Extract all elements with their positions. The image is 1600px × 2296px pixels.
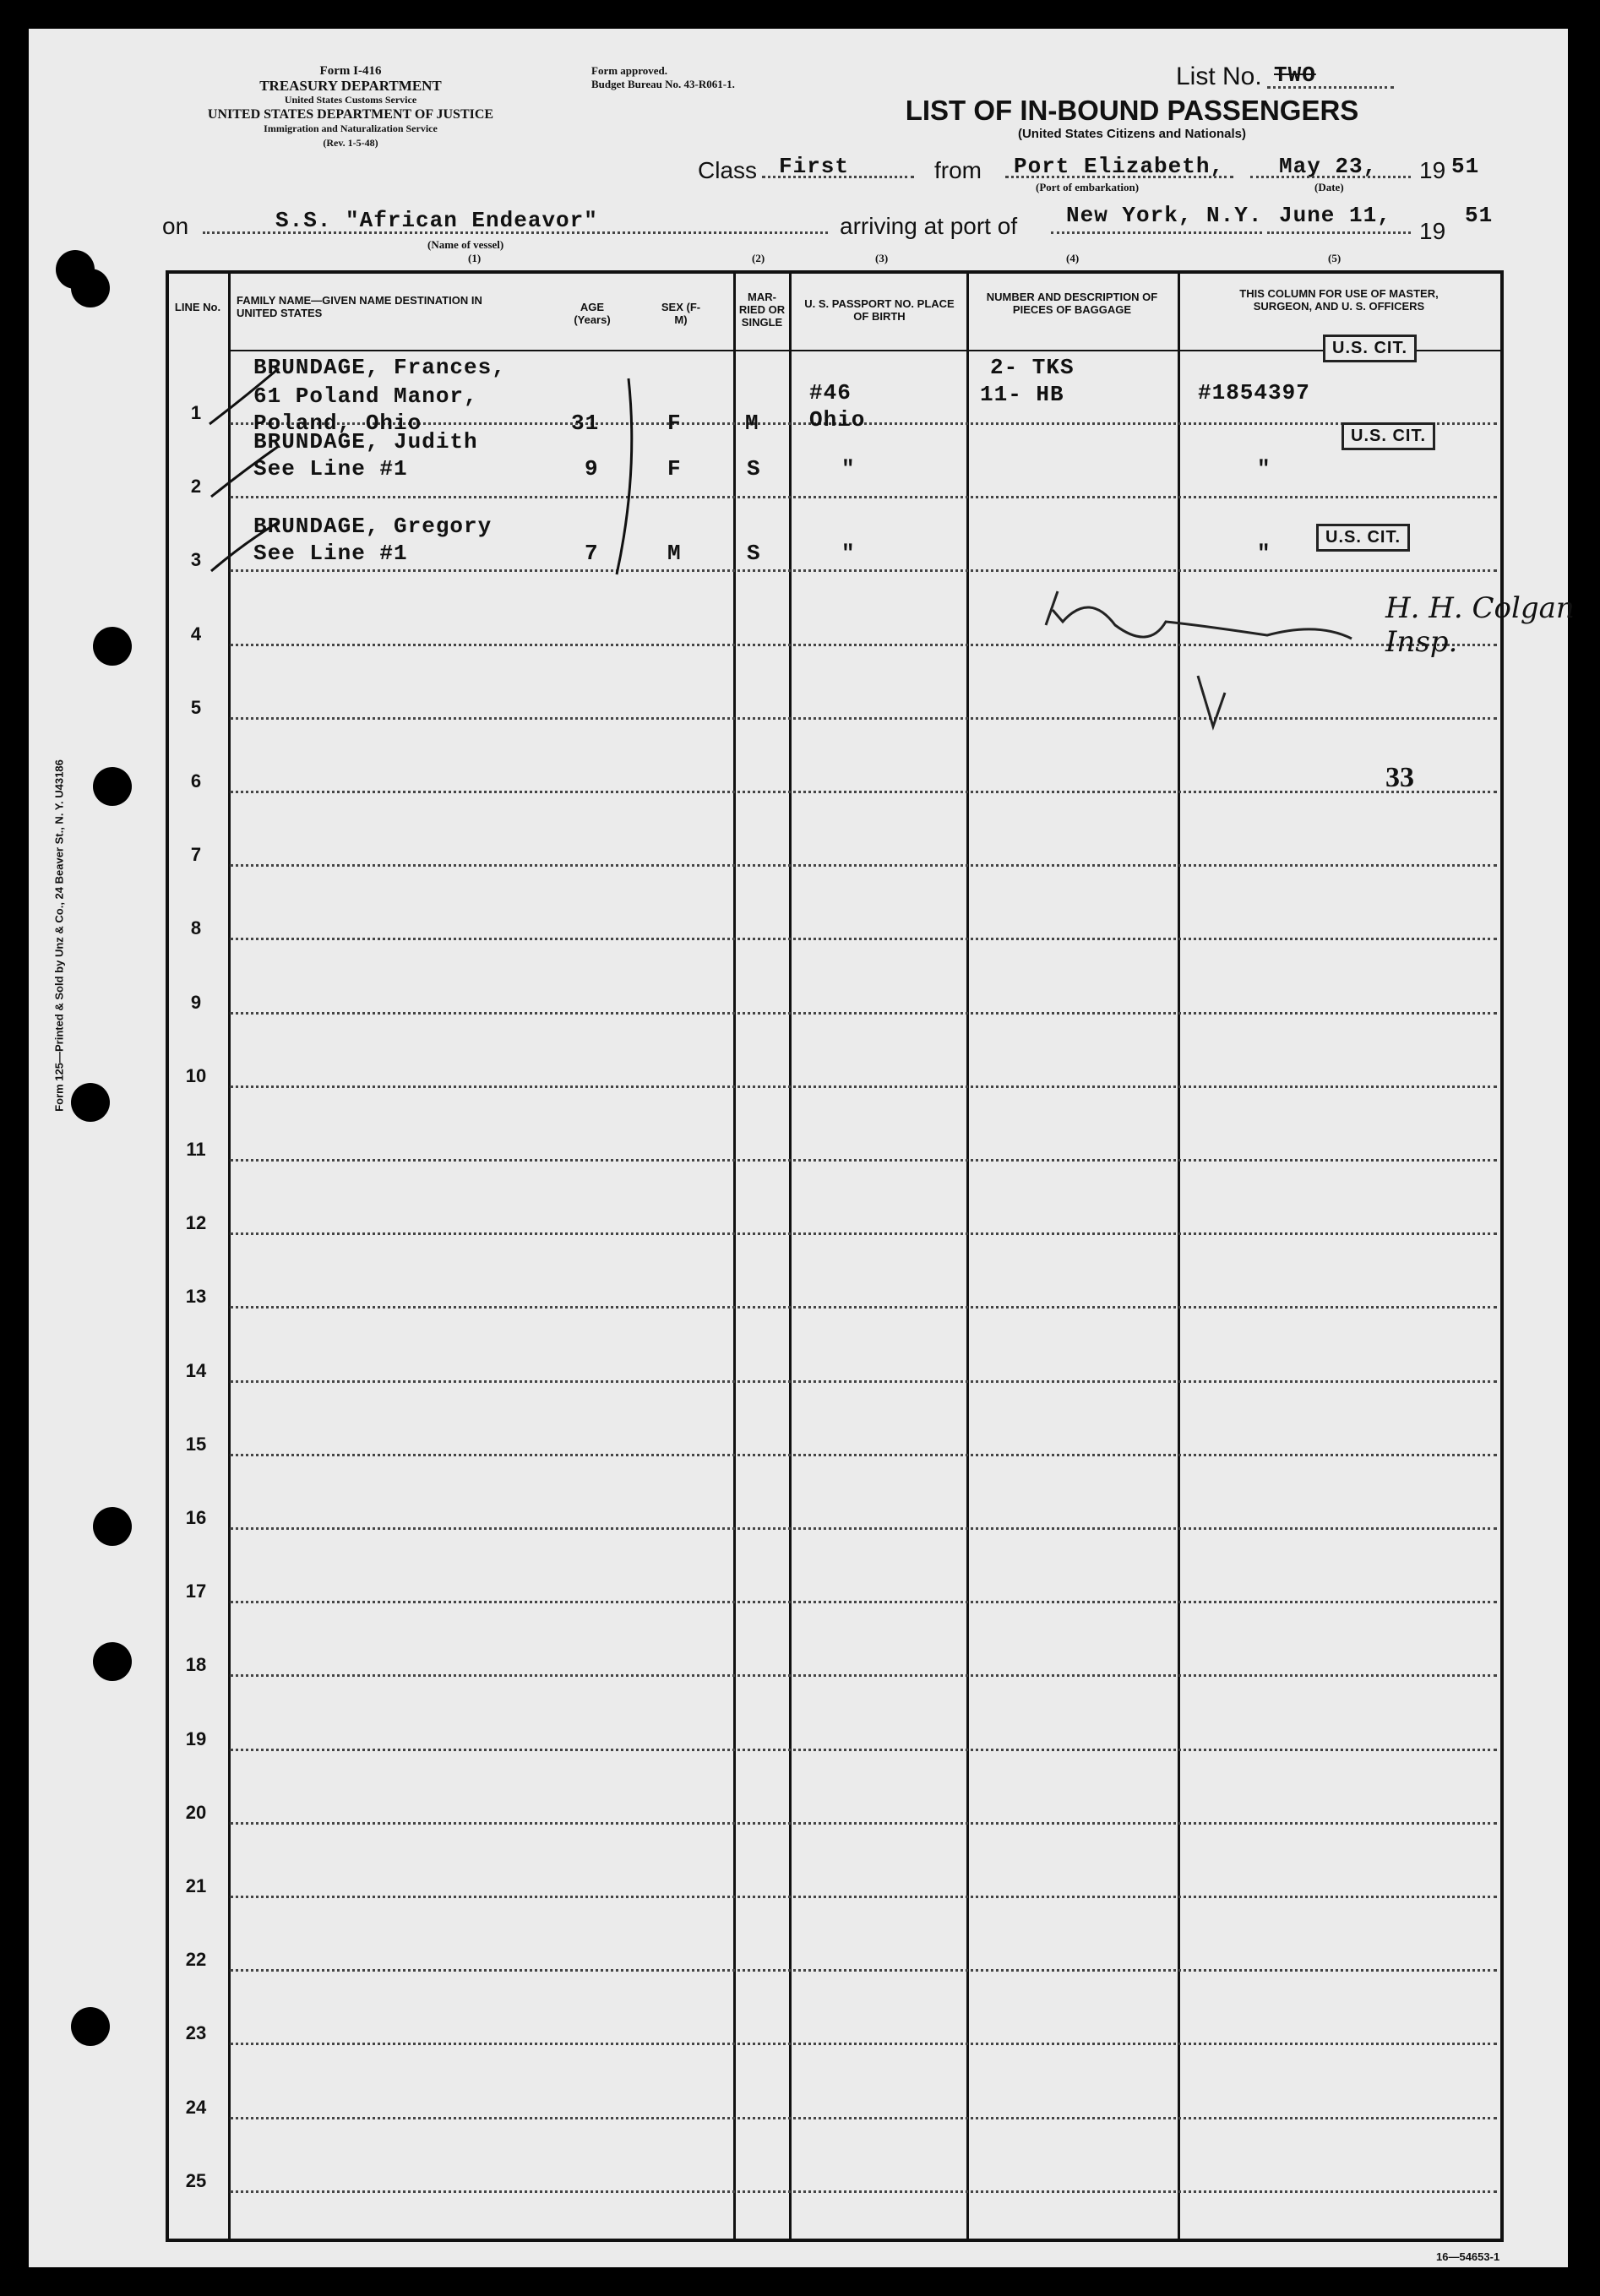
line-number: 25 xyxy=(185,2170,207,2191)
col-num-2: (2) xyxy=(752,252,765,264)
check-mark xyxy=(210,368,279,424)
line-number: 18 xyxy=(185,1654,207,1675)
check-mark xyxy=(211,522,279,571)
passport-no: " xyxy=(841,456,856,482)
line-number: 8 xyxy=(190,917,202,939)
check-mark xyxy=(1198,676,1225,726)
passenger-name: BRUNDAGE, Frances, xyxy=(253,355,506,380)
col-header-line: LINE No. xyxy=(174,301,221,313)
check-mark xyxy=(211,446,279,497)
officer-note: #1854397 xyxy=(1198,380,1310,405)
passenger-age: 7 xyxy=(585,541,599,566)
line-number: 15 xyxy=(185,1434,207,1455)
approved-text: Form approved. xyxy=(591,64,668,77)
passenger-sex: F xyxy=(667,456,682,482)
class-label: Class xyxy=(698,157,758,183)
on-label: on xyxy=(162,213,189,239)
embark-port: Port Elizabeth, xyxy=(1014,154,1225,179)
col-header-passport: U. S. PASSPORT NO. PLACE OF BIRTH xyxy=(804,297,955,323)
passenger-destination: See Line #1 xyxy=(253,456,408,482)
line-number: 16 xyxy=(185,1507,207,1528)
vessel-caption: (Name of vessel) xyxy=(427,238,504,251)
col-header-sex: SEX (F-M) xyxy=(661,301,701,326)
passport-no: " xyxy=(841,541,856,566)
form-id: Form I-416 xyxy=(319,64,382,78)
document-subtitle: (United States Citizens and Nationals) xyxy=(1017,127,1247,141)
line-number: 13 xyxy=(185,1286,207,1307)
line-number: 12 xyxy=(185,1212,207,1233)
line-number: 24 xyxy=(185,2097,207,2118)
arrival-date: June 11, xyxy=(1279,203,1391,228)
inspector-signature xyxy=(1046,591,1352,639)
us-cit-stamp: U.S. CIT. xyxy=(1323,335,1417,362)
passenger-sex: F xyxy=(667,411,682,436)
line-number: 14 xyxy=(185,1360,207,1381)
baggage-item: 11- HB xyxy=(980,382,1064,407)
passenger-age: 31 xyxy=(571,411,600,436)
passenger-marital: M xyxy=(745,411,759,436)
passenger-destination: 61 Poland Manor, xyxy=(253,384,478,409)
arriving-label: arriving at port of xyxy=(840,213,1018,239)
birth-place: Ohio xyxy=(809,407,866,433)
col-num-5: (5) xyxy=(1328,252,1341,264)
line-number: 1 xyxy=(190,402,202,423)
passenger-name: BRUNDAGE, Judith xyxy=(253,429,478,454)
line-number: 7 xyxy=(190,844,202,865)
passenger-marital: S xyxy=(747,456,761,482)
year-prefix-1: 19 xyxy=(1419,157,1446,183)
passenger-destination: See Line #1 xyxy=(253,541,408,566)
col-header-name: FAMILY NAME—GIVEN NAME DESTINATION IN UNITED STATES xyxy=(237,294,482,319)
line-number: 5 xyxy=(190,697,202,718)
line-number: 3 xyxy=(190,549,202,570)
justice-dept: UNITED STATES DEPARTMENT OF JUSTICE xyxy=(207,107,494,122)
vessel-name: S.S. "African Endeavor" xyxy=(275,208,598,233)
tally-stroke xyxy=(617,378,632,574)
passport-no: #46 xyxy=(809,380,852,405)
passenger-sex: M xyxy=(667,541,682,566)
signature-text: H. H. Colgan Insp. xyxy=(1385,591,1575,659)
footer-code: 16—54653-1 xyxy=(1436,2250,1500,2263)
printer-note: Form 125—Printed & Sold by Unz & Co., 24 Beaver St., N. Y. U43186 xyxy=(52,759,66,1112)
baggage-item: 2- TKS xyxy=(990,355,1075,380)
line-number: 6 xyxy=(190,770,202,792)
year-value-2: 51 xyxy=(1465,203,1494,228)
vessel-col-num: (1) xyxy=(468,252,482,264)
treasury-dept: TREASURY DEPARTMENT xyxy=(259,78,442,94)
revision: (Rev. 1-5-48) xyxy=(323,137,378,149)
date-caption: (Date) xyxy=(1314,181,1344,193)
line-number: 23 xyxy=(185,2022,207,2043)
customs-service: United States Customs Service xyxy=(284,94,417,106)
line-number: 11 xyxy=(186,1139,206,1160)
us-cit-stamp: U.S. CIT. xyxy=(1341,422,1435,450)
list-no-label: List No. xyxy=(1176,63,1262,90)
us-cit-stamp: U.S. CIT. xyxy=(1316,524,1410,552)
budget-text: Budget Bureau No. 43-R061-1. xyxy=(591,78,735,90)
page-count: 33 xyxy=(1385,762,1414,793)
line-number: 9 xyxy=(190,992,202,1013)
officer-note: " xyxy=(1257,541,1271,566)
document-title: LIST OF IN-BOUND PASSENGERS xyxy=(905,95,1359,126)
arrival-port: New York, N.Y. xyxy=(1066,203,1263,228)
port-caption: (Port of embarkation) xyxy=(1036,181,1140,193)
year-prefix-2: 19 xyxy=(1419,218,1446,244)
line-number: 4 xyxy=(190,623,202,645)
col-header-age: AGE (Years) xyxy=(574,301,611,326)
col-num-4: (4) xyxy=(1066,252,1080,264)
embark-date: May 23, xyxy=(1279,154,1378,179)
passenger-marital: S xyxy=(747,541,761,566)
ins-service: Immigration and Naturalization Service xyxy=(264,122,438,134)
line-number: 20 xyxy=(185,1802,207,1823)
passenger-destination-2: Poland, Ohio xyxy=(253,411,422,436)
officer-note: " xyxy=(1257,456,1271,482)
list-no-value: TWO xyxy=(1274,63,1316,88)
line-number: 17 xyxy=(185,1581,207,1602)
line-number: 19 xyxy=(185,1728,207,1749)
from-label: from xyxy=(934,157,982,183)
year-value-1: 51 xyxy=(1451,154,1480,179)
line-number: 21 xyxy=(185,1875,207,1896)
line-number: 22 xyxy=(185,1949,207,1970)
class-value: First xyxy=(779,154,850,179)
passenger-age: 9 xyxy=(585,456,599,482)
line-number: 10 xyxy=(185,1065,207,1086)
line-number: 2 xyxy=(190,476,202,497)
col-num-3: (3) xyxy=(875,252,889,264)
col-header-married: MAR- RIED OR SINGLE xyxy=(738,291,786,329)
col-header-officers: THIS COLUMN FOR USE OF MASTER, SURGEON, AND U. S. OFFICERS xyxy=(1239,287,1439,313)
col-header-baggage: NUMBER AND DESCRIPTION OF PIECES OF BAGGAGE xyxy=(986,291,1158,316)
passenger-name: BRUNDAGE, Gregory xyxy=(253,514,493,539)
